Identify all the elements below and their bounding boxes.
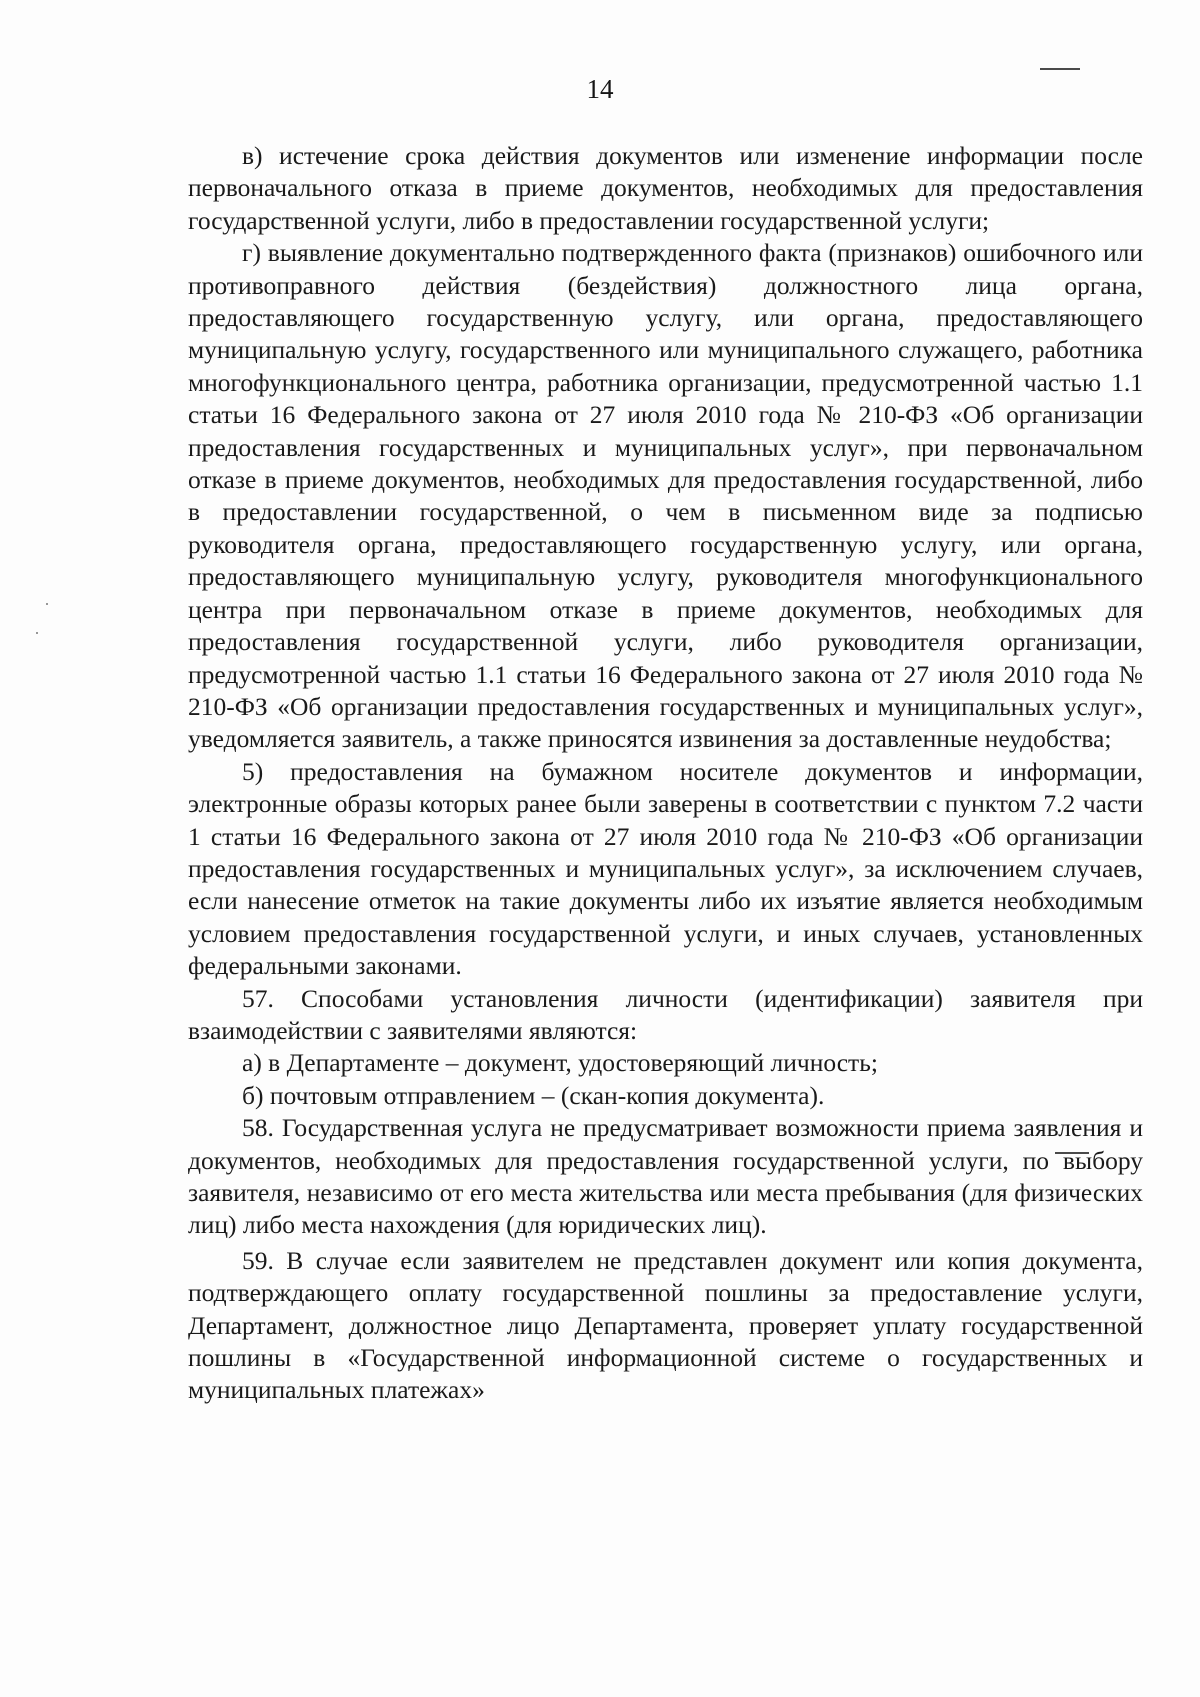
paragraph-58: 58. Государственная услуга не предусматривает возможности приема заявления и документов, необходимых для предоставления государственной услуги, по выбору заявителя, независимо от его места жительства или места пребывания (для физических лиц) либо места нахождения (для юридических лиц). xyxy=(188,1113,1143,1240)
paragraph-clause-g: г) выявление документально подтвержденного факта (признаков) ошибочного или противоправного действия (бездействия) должностного лица органа, предоставляющего государственную услугу, или органа, предоставляющего муниципальную услугу, государственного или муниципального служащего, работника многофункционального центра, работника организации, предусмотренной частью 1.1 статьи 16 Федерального закона от 27 июля 2010 года № 210-ФЗ «Об организации предоставления государственных и муниципальных услуг», при первоначальном отказе в приеме документов, необходимых для предоставления государственной, либо в предоставлении государственной, о чем в письменном виде за подписью руководителя органа, предоставляющего государственную услугу, или органа, предоставляющего муниципальную услугу, руководителя многофункционального центра при первоначальном отказе в приеме документов, необходимых для предоставления государственной услуги, либо руководителя организации, предусмотренной частью 1.1 статьи 16 Федерального закона от 27 июля 2010 года № 210-ФЗ «Об организации предоставления государственных и муниципальных услуг», уведомляется заявитель, а также приносятся извинения за доставленные неудобства; xyxy=(188,238,1143,754)
paragraph-57-a: а) в Департаменте – документ, удостоверяющий личность; xyxy=(242,1048,878,1078)
paragraph-59: 59. В случае если заявителем не представлен документ или копия документа, подтверждающего оплату государственной пошлины за предоставление услуги, Департамент, должностное лицо Департамента, проверяет уплату государственной пошлины в «Государственной информационной системе о государственных и муниципальных платежах» xyxy=(188,1245,1143,1405)
paragraph-clause-5: 5) предоставления на бумажном носителе документов и информации, электронные образы которых ранее были заверены в соответствии с пунктом 7.2 части 1 статьи 16 Федерального закона от 27 июля 2010 года № 210-ФЗ «Об организации предоставления государственных и муниципальных услуг», за исключением случаев, если нанесение отметок на такие документы либо их изъятие является необходимым условием предоставления государственной услуги, и иных случаев, установленных федеральными законами. xyxy=(188,756,1143,981)
paragraph-57: 57. Способами установления личности (идентификации) заявителя при взаимодействии с заявителями являются: xyxy=(188,983,1143,1045)
paragraph-clause-v: в) истечение срока действия документов или изменение информации после первоначального отказа в приеме документов, необходимых для предоставления государственной услуги, либо в предоставлении государственной услуги; xyxy=(188,141,1143,235)
paragraph-57-b: б) почтовым отправлением – (скан-копия документа). xyxy=(242,1080,825,1110)
page-number: 14 xyxy=(586,74,614,104)
scan-artifact-line xyxy=(1040,68,1080,70)
scan-artifact-speck xyxy=(36,632,38,634)
scan-artifact-speck xyxy=(46,603,48,605)
document-body xyxy=(188,140,1143,1407)
